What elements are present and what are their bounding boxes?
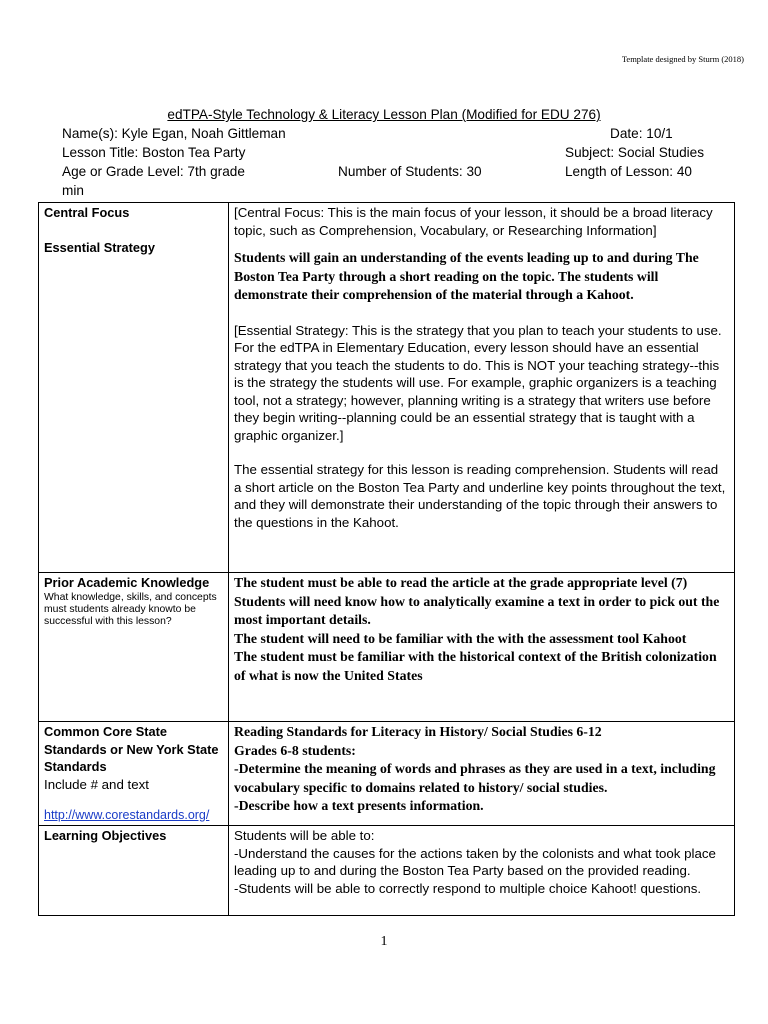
standards-item: -Determine the meaning of words and phrases as they are used in a text, including vocabulary specific to domains related to history/ social studies. — [234, 761, 716, 795]
central-focus-label-cell — [39, 203, 229, 573]
central-focus-content-cell — [229, 203, 735, 573]
standards-item: -Describe how a text presents information. — [234, 798, 484, 813]
lesson-plan-table — [38, 202, 735, 916]
central-focus-instructions: [Central Focus: This is the main focus of your lesson, it should be a broad literacy topic, such as Comprehension, Vocabulary, or Researching Information] — [234, 205, 713, 238]
standards-sublabel: Include # and text — [44, 776, 149, 792]
standards-content-cell — [229, 722, 735, 826]
prior-knowledge-row — [39, 573, 735, 722]
corestandards-link[interactable]: http://www.corestandards.org/ — [44, 808, 210, 822]
document-title: edTPA-Style Technology & Literacy Lesson Plan (Modified for EDU 276) — [167, 107, 601, 122]
learning-objectives-row — [39, 826, 735, 916]
standards-label: Common Core State Standards or New York State Standards — [44, 724, 219, 774]
standards-item: Grades 6-8 students: — [234, 742, 356, 758]
prior-knowledge-item: Students will need know how to analytically examine a text in order to pick out the most important details. — [234, 593, 720, 627]
grade-level-field: Age or Grade Level: 7th grade — [62, 164, 245, 179]
learning-objectives-label-cell — [39, 826, 229, 916]
learning-objectives-content-cell — [229, 826, 735, 916]
prior-knowledge-content-cell — [229, 573, 735, 722]
central-focus-answer: Students will gain an understanding of the events leading up to and during The Boston Tea Party through a short reading on the topic. The students will demonstrate their comprehension of the material through a Kahoot. — [234, 250, 699, 302]
standards-item: Reading Standards for Literacy in History/ Social Studies 6-12 — [234, 724, 602, 739]
learning-objectives-label: Learning Objectives — [44, 828, 167, 843]
objective-item: -Students will be able to correctly respond to multiple choice Kahoot! questions. — [234, 880, 702, 896]
prior-knowledge-item: The student must be familiar with the historical context of the British colonization of what is now the United States — [234, 649, 717, 683]
page-number: 1 — [380, 934, 388, 949]
essential-strategy-answer: The essential strategy for this lesson is reading comprehension. Students will read a short article on the Boston Tea Party and underline key points throughout the text, and they will demonstrate their understanding of the topic through their answers to the questions in the Kahoot. — [234, 462, 726, 530]
standards-row — [39, 722, 735, 826]
names-field: Name(s): Kyle Egan, Noah Gittleman — [62, 126, 286, 141]
objective-item: -Understand the causes for the actions taken by the colonists and what took place leading up to and during the Boston Tea Party based on the provided reading. — [234, 845, 716, 878]
date-field: Date: 10/1 — [610, 126, 673, 141]
prior-knowledge-label-cell — [39, 573, 229, 722]
prior-knowledge-item: The student must be able to read the article at the grade appropriate level (7) — [234, 575, 688, 590]
standards-label-cell — [39, 722, 229, 826]
central-focus-row — [39, 203, 735, 573]
lesson-length-continued: min — [62, 183, 84, 198]
prior-knowledge-description: What knowledge, skills, and concepts must students already knowto be successful with this lesson? — [44, 591, 217, 628]
objective-item: Students will be able to: — [234, 828, 375, 843]
lesson-title-field: Lesson Title: Boston Tea Party — [62, 145, 246, 160]
lesson-length-field: Length of Lesson: 40 — [565, 164, 692, 179]
central-focus-label: Central Focus — [44, 205, 130, 220]
template-credit: Template designed by Sturm (2018) — [621, 54, 744, 64]
essential-strategy-label: Essential Strategy — [44, 239, 155, 255]
essential-strategy-instructions: [Essential Strategy: This is the strategy that you plan to teach your students to use. For the edTPA in Elementary Education, every lesson should have an essential strategy that you teach the students to do. This is NOT your teaching strategy--this is the strategy the students will use. For example, graphic organizers is a teaching tool, not a strategy; however, planning writing is a strategy that writers use before they begin writing--planning could be an essential strategy that is taught with a graphic organizer.] — [234, 322, 722, 443]
prior-knowledge-item: The student will need to be familiar with the with the assessment tool Kahoot — [234, 630, 687, 646]
subject-field: Subject: Social Studies — [565, 145, 705, 160]
number-of-students-field: Number of Students: 30 — [338, 164, 482, 179]
prior-knowledge-label: Prior Academic Knowledge — [44, 575, 210, 590]
